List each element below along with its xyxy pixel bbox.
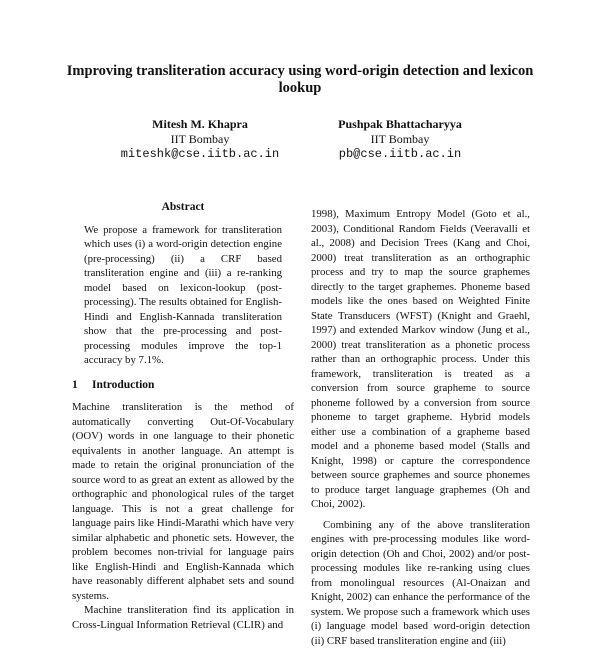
author-block-2 (310, 117, 490, 162)
author-email: pb@cse.iitb.ac.in (310, 147, 490, 162)
author-affiliation: IIT Bombay (110, 132, 290, 147)
abstract-heading: Abstract (72, 200, 294, 215)
intro-paragraph: Machine transliteration find its application in Cross-Lingual Information Retrieval (CLIR) and (72, 603, 294, 632)
body-paragraph: Combining any of the above transliteration engines with pre-processing modules like word-origin detection (Oh and Choi, 2002) and/or post-processing modules like re-ranking using clues from monolingual resources (Al-Onaizan and Knight, 2002) can enhance the performance of the system. We propose such a framework which uses (i) language model based word-origin detection (ii) CRF based transliteration engine and (iii) (311, 518, 530, 648)
author-name: Pushpak Bhattacharyya (310, 117, 490, 132)
paper-title: Improving transliteration accuracy using word-origin detection and lexicon lookup (60, 63, 540, 97)
intro-paragraph: Machine transliteration is the method of automatically converting Out-Of-Vocabulary (OOV) words in one language to their phonetic equivalents in another language. An attempt is made to retain the original pronunciation of the source word to as great an extent as allowed by the orthographic and phonological rules of the target language. This is not a great challenge for language pairs like Hindi-Marathi which have very similar alphabetic and phonetic sets. However, the problem becomes non-trivial for language pairs like English-Hindi and English-Kannada which have reasonably different alphabet sets and sound systems. (72, 400, 294, 603)
author-name: Mitesh M. Khapra (110, 117, 290, 132)
left-column (72, 200, 294, 632)
section-number: 1 (72, 378, 92, 393)
body-paragraph: 1998), Maximum Entropy Model (Goto et al., 2003), Conditional Random Fields (Veeravalli et al., 2008) and Decision Trees (Kang and Choi, 2000) treat transliteration as an orthographic process and try to map the source graphemes directly to the target graphemes. Phoneme based models like the ones based on Weighted Finite State Transducers (WFST) (Knight and Graehl, 1997) and extended Markov window (Jung et al., 2000) treat transliteration as a phonetic process rather than an orthographic process. Under this framework, transliteration is treated as a conversion from source grapheme to source phoneme followed by a conversion from source phoneme to target grapheme. Hybrid models either use a combination of a grapheme based model and a phoneme based model (Stalls and Knight, 1998) or capture the correspondence between source graphemes and source phonemes to produce target language graphemes (Oh and Choi, 2002). (311, 207, 530, 512)
author-email: miteshk@cse.iitb.ac.in (110, 147, 290, 162)
abstract-text: We propose a framework for transliteration which uses (i) a word-origin detection engine (pre-processing) (ii) a CRF based transliteration engine and (iii) a re-ranking model based on lexicon-lookup (post-processing). The results obtained for English-Hindi and English-Kannada transliteration show that the pre-processing and post-processing modules improve the top-1 accuracy by 7.1%. (84, 223, 282, 368)
section-heading (72, 378, 294, 393)
author-block-1 (110, 117, 290, 162)
section-title: Introduction (92, 379, 154, 391)
author-affiliation: IIT Bombay (310, 132, 490, 147)
right-column (311, 207, 530, 648)
